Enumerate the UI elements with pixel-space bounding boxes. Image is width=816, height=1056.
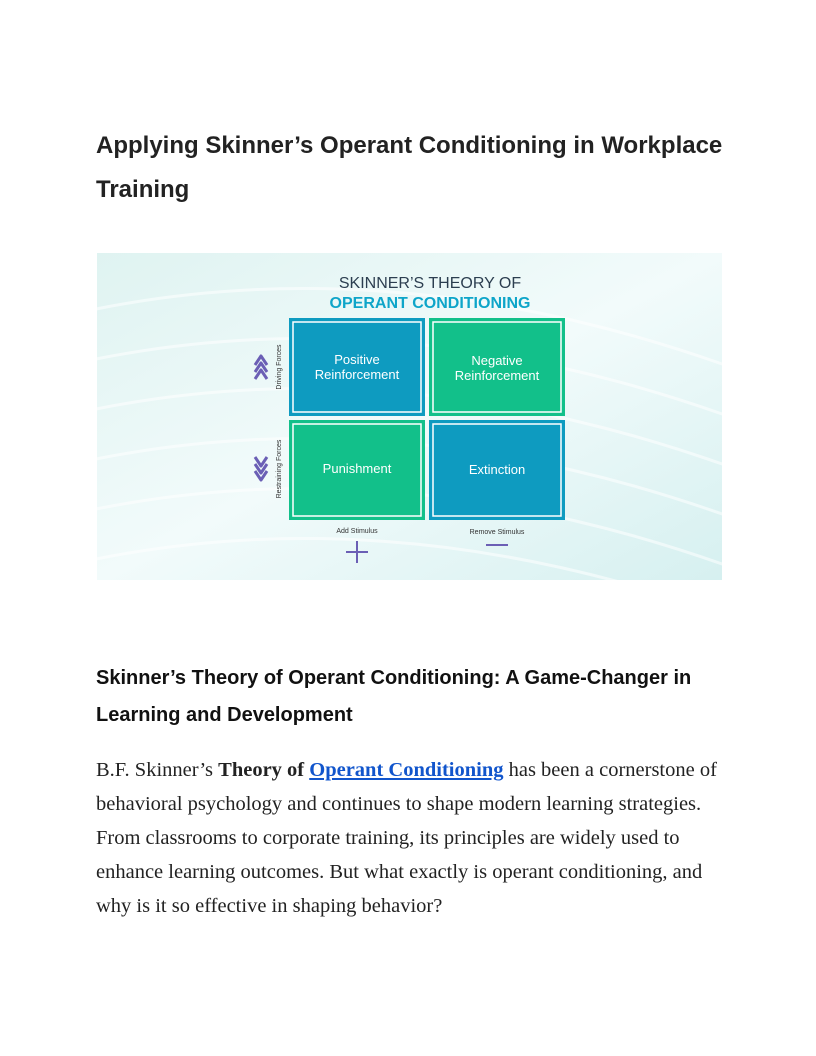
cell-negative-reinforcement (429, 318, 565, 416)
section-heading: Skinner’s Theory of Operant Conditioning: A Game-Changer in Learning and Development (96, 667, 692, 726)
intro-paragraph (96, 753, 726, 923)
bottom-label-remove-stimulus: Remove Stimulus (469, 529, 525, 536)
cell-positive-reinforcement (289, 318, 425, 416)
page-title: Applying Skinner’s Operant Conditioning in Workplace Training (96, 132, 723, 203)
cell-punishment (289, 420, 425, 520)
side-label-restraining-forces: Restraining Forces (276, 439, 283, 499)
paragraph-bold: Theory of (218, 759, 305, 781)
cell-label: Punishment (322, 461, 392, 476)
cell-extinction (429, 420, 565, 520)
cell-label-line2: Reinforcement (454, 368, 540, 383)
cell-label-line2: Reinforcement (314, 367, 400, 382)
cell-label-line1: Negative (471, 353, 523, 368)
paragraph-lead: B.F. Skinner’s (96, 759, 219, 781)
operant-conditioning-link[interactable]: Operant Conditioning (309, 759, 504, 781)
bottom-label-add-stimulus: Add Stimulus (336, 528, 378, 535)
paragraph-rest: has been a cornerstone of behavioral psychology and continues to shape modern learning strategies. From classrooms to corporate training, its principles are widely used to enhance learning outcomes. But what exactly is operant conditioning, and why is it so effective in shaping behavior? (96, 759, 717, 917)
operant-conditioning-infographic (97, 253, 722, 580)
infographic-title-line1: SKINNER’S THEORY OF (338, 275, 522, 292)
cell-label-line1: Positive (334, 352, 380, 367)
infographic-title-line2: OPERANT CONDITIONING (329, 295, 531, 312)
side-label-driving-forces: Driving Forces (276, 344, 283, 390)
cell-label: Extinction (468, 462, 526, 477)
